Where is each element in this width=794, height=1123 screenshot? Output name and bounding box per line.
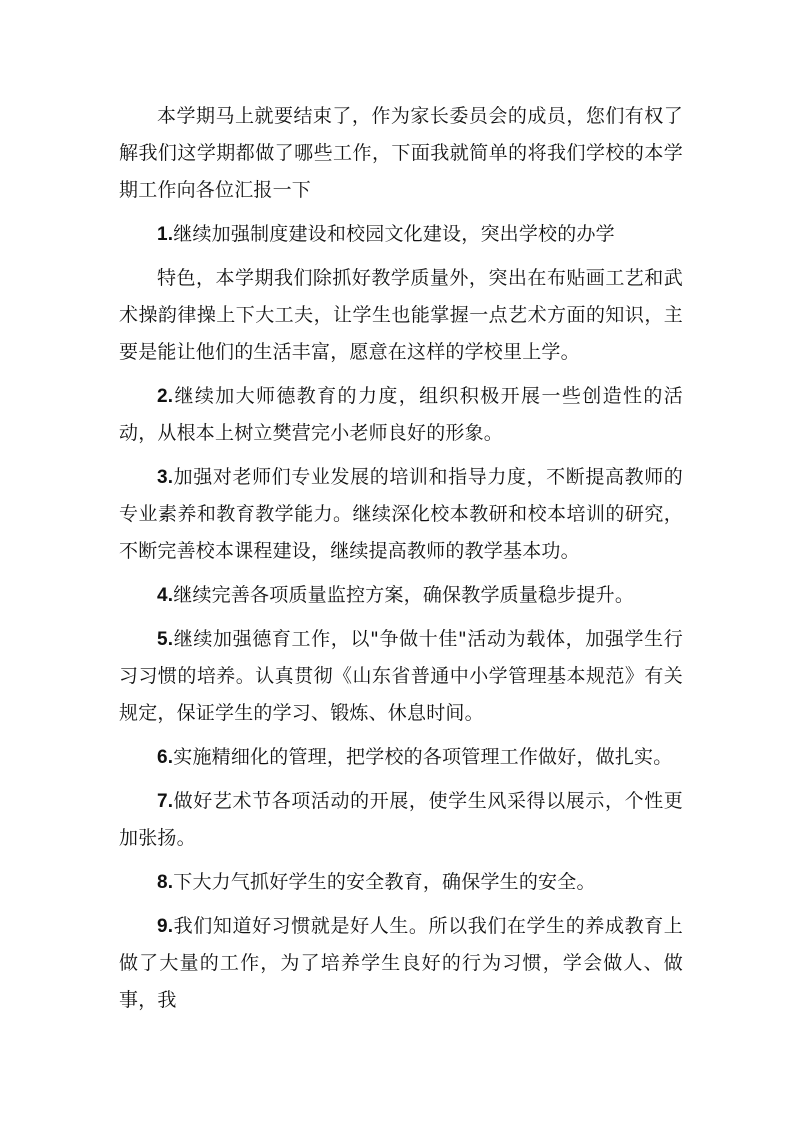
- item-6-paragraph: [119, 739, 683, 776]
- item-number: 2.: [157, 386, 174, 407]
- item-9-paragraph: [119, 908, 683, 1019]
- item-number: 1.: [157, 224, 174, 245]
- item-number: 7.: [157, 791, 174, 812]
- paragraph-text: 加强对老师们专业发展的培训和指导力度，不断提高教师的专业素养和教育教学能力。继续深化校本教研和校本培训的研究，不断完善校本课程建设，继续提高教师的教学基本功。: [119, 466, 683, 562]
- paragraph-text: 下大力气抓好学生的安全教育，确保学生的安全。: [173, 871, 596, 893]
- paragraph-text: 特色，本学期我们除抓好教学质量外，突出在布贴画工艺和武术操韵律操上下大工夫，让学生也能掌握一点艺术方面的知识，主要是能让他们的生活丰富，愿意在这样的学校里上学。: [119, 267, 683, 363]
- item-1-paragraph: [119, 216, 683, 253]
- item-number: 8.: [157, 872, 174, 893]
- paragraph-text: 继续加大师德教育的力度，组织积极开展一些创造性的活动，从根本上树立樊营完小老师良好的形象。: [119, 385, 683, 444]
- item-4-paragraph: [119, 577, 683, 614]
- paragraph-text: 我们知道好习惯就是好人生。所以我们在学生的养成教育上做了大量的工作，为了培养学生良好的行为习惯，学会做人、做事，我: [119, 915, 683, 1011]
- item-number: 6.: [157, 747, 174, 768]
- item-3-paragraph: [119, 459, 683, 570]
- intro-paragraph: [119, 98, 683, 209]
- item-1-continuation-paragraph: [119, 260, 683, 371]
- paragraph-text: 继续加强德育工作，以"争做十佳"活动为载体，加强学生行习习惯的培养。认真贯彻《山东省普通中小学管理基本规范》有关规定，保证学生的学习、锻炼、休息时间。: [119, 628, 683, 724]
- paragraph-text: 实施精细化的管理，把学校的各项管理工作做好，做扎实。: [173, 746, 673, 768]
- paragraph-text: 继续完善各项质量监控方案，确保教学质量稳步提升。: [173, 584, 635, 606]
- item-7-paragraph: [119, 783, 683, 857]
- item-number: 5.: [157, 629, 174, 650]
- item-8-paragraph: [119, 864, 683, 901]
- item-number: 4.: [157, 585, 174, 606]
- paragraph-text: 继续加强制度建设和校园文化建设，突出学校的办学: [173, 223, 615, 245]
- paragraph-text: 做好艺术节各项活动的开展，使学生风采得以展示，个性更加张扬。: [119, 790, 683, 849]
- document-body: [119, 98, 683, 1026]
- paragraph-text: 本学期马上就要结束了，作为家长委员会的成员，您们有权了解我们这学期都做了哪些工作，下面我就简单的将我们学校的本学期工作向各位汇报一下: [119, 105, 683, 201]
- item-5-paragraph: [119, 621, 683, 732]
- item-2-paragraph: [119, 378, 683, 452]
- item-number: 3.: [157, 467, 174, 488]
- item-number: 9.: [157, 916, 174, 937]
